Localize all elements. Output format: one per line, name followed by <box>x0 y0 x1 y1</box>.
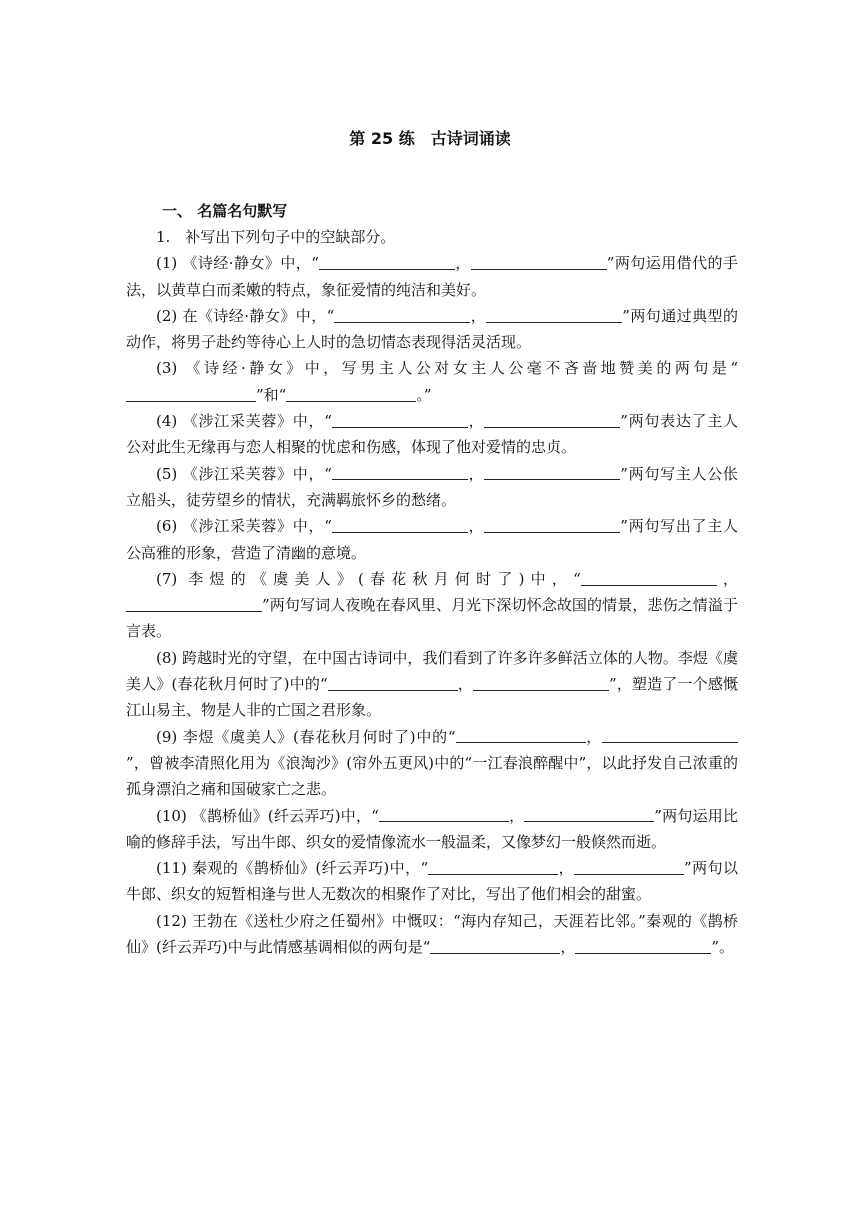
answer-blank[interactable] <box>484 517 620 533</box>
answer-blank[interactable] <box>332 464 468 480</box>
answer-blank[interactable] <box>379 806 509 822</box>
answer-blank[interactable] <box>286 386 416 402</box>
question-item: (2) 在《诗经·静女》中，“ ， ”两句通过典型的动作，将男子赴约等待心上人时的急切情态表现得活灵活现。 <box>126 306 738 352</box>
answer-blank[interactable] <box>430 938 560 954</box>
answer-blank[interactable] <box>581 570 717 586</box>
question-item: (10) 《鹊桥仙》(纤云弄巧)中，“ ， ”两句运用比喻的修辞手法，写出牛郎、织女的爱情像流水一般温柔，又像梦幻一般倏然而逝。 <box>126 806 738 851</box>
question-item: (7) 李煜的《虞美人》(春花秋月何时了)中，“ ，”两句写词人夜晚在春风里、月光下深切怀念故国的情景，悲伤之情溢于言表。 <box>126 569 738 641</box>
page-title: 第 25 练 古诗词诵读 <box>349 129 511 148</box>
answer-blank[interactable] <box>332 517 468 533</box>
answer-blank[interactable] <box>524 806 654 822</box>
question-item: (4) 《涉江采芙蓉》中，“ ， ”两句表达了主人公对此生无缘再与恋人相聚的忧虑和伤感，体现了他对爱情的忠贞。 <box>126 412 738 457</box>
answer-blank[interactable] <box>575 938 711 954</box>
answer-blank[interactable] <box>332 412 468 428</box>
question-intro: 1. 补写出下列句子中的空缺部分。 <box>156 228 396 246</box>
question-item: (3) 《诗经·静女》中，写男主人公对女主人公毫不吝啬地赞美的两句是“”和“ 。” <box>126 355 738 408</box>
answer-blank[interactable] <box>334 307 470 323</box>
answer-blank[interactable] <box>602 727 738 743</box>
answer-blank[interactable] <box>484 464 620 480</box>
question-item: (12) 王勃在《送杜少府之任蜀州》中慨叹：“海内存知己，天涯若比邻。”秦观的《鹊桥仙》(纤云弄巧)中与此情感基调相似的两句是“ ， ”。 <box>126 911 738 957</box>
question-item: (9) 李煜《虞美人》(春花秋月何时了)中的“ ，”，曾被李清照化用为《浪淘沙》(帘外五更风)中的“一江春浪醉醒中”，以此抒发自己浓重的孤身漂泊之痛和国破家亡之悲。 <box>126 727 738 799</box>
answer-blank[interactable] <box>574 859 684 875</box>
question-item: (6) 《涉江采芙蓉》中，“ ， ”两句写出了主人公高雅的形象，营造了清幽的意境。 <box>126 517 738 562</box>
question-item: (8) 跨越时光的守望，在中国古诗词中，我们看到了许多许多鲜活立体的人物。李煜《虞美人》(春花秋月何时了)中的“ ， ”，塑造了一个感慨江山易主、物是人非的亡国之君形象。 <box>126 648 738 720</box>
answer-blank[interactable] <box>328 675 458 691</box>
answer-blank[interactable] <box>126 596 262 612</box>
question-item: (1) 《诗经·静女》中，“ ， ”两句运用借代的手法，以黄草白而柔嫩的特点，象征爱情的纯洁和美好。 <box>126 254 738 299</box>
section-heading: 一、 名篇名句默写 <box>162 202 288 220</box>
answer-blank[interactable] <box>456 727 586 743</box>
question-item: (5) 《涉江采芙蓉》中，“ ， ”两句写主人公伥立船头，徒劳望乡的情状，充满羁旅怀乡的愁绪。 <box>126 464 738 509</box>
answer-blank[interactable] <box>471 254 607 270</box>
answer-blank[interactable] <box>428 859 558 875</box>
question-item: (11) 秦观的《鹊桥仙》(纤云弄巧)中，“ ， ”两句以牛郎、织女的短暂相逢与世人无数次的相聚作了对比，写出了他们相会的甜蜜。 <box>126 859 738 904</box>
answer-blank[interactable] <box>486 307 622 323</box>
answer-blank[interactable] <box>473 675 609 691</box>
question-content <box>126 224 738 960</box>
answer-blank[interactable] <box>319 254 455 270</box>
answer-blank[interactable] <box>484 412 620 428</box>
answer-blank[interactable] <box>126 386 256 402</box>
